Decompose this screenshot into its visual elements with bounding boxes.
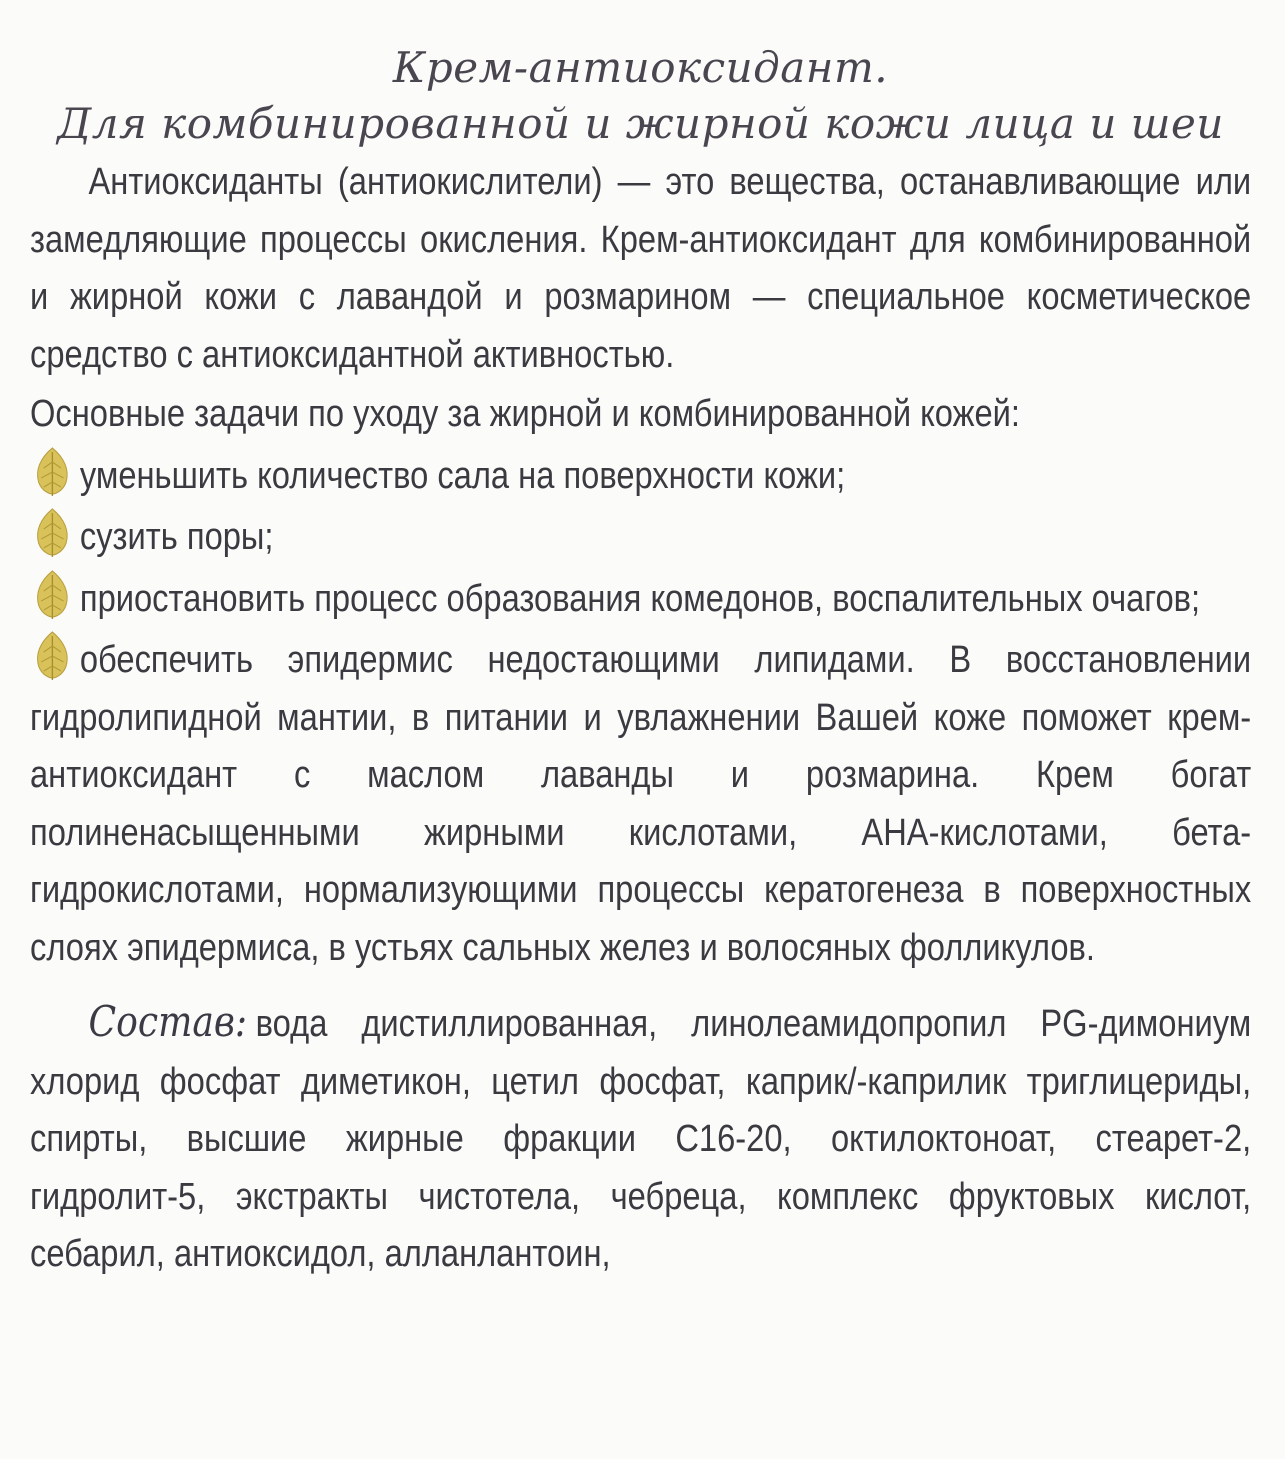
intro-paragraph: Антиоксиданты (антиокислители) — это вещества, останавливающие или замедляющие процессы окисления. Крем-антиоксидант для комбинированной и жирной кожи с лавандой и розмарином — специальное косметическое средство с антиоксидантной активностью. [30,161,1252,376]
document-title [30,40,1251,152]
leaf-icon [30,444,75,498]
task-text: приостановить процесс образования комедонов, воспалительных очагов; [79,577,1201,620]
title-line-1: Крем-антиоксидант. [392,43,889,92]
title-line-2: Для комбинированной и жирной кожи лица и шеи [57,99,1224,148]
document-body [30,154,1251,1284]
task-text: обеспечить эпидермис недостающими липидами. В восстановлении гидролипидной мантии, в питании и увлажнении Вашей коже поможет крем-антиоксидант с маслом лаванды и розмарина. Крем богат полиненасыщенными жирными кислотами, АНА-кислотами, бета-гидрокислотами, нормализующими процессы кератогенеза в поверхностных слоях эпидермиса, в устьях сальных желез и волосяных фолликулов. [30,639,1252,969]
list-item [30,444,1251,506]
list-item [30,628,1251,977]
tasks-list [30,444,1251,978]
list-item [30,567,1251,629]
list-item [30,505,1251,567]
leaf-icon [30,628,75,682]
task-text: сузить поры; [79,516,274,558]
composition-label: Состав: [88,997,248,1046]
leaf-icon [30,567,75,621]
leaf-icon [30,505,75,559]
composition-paragraph [30,993,1251,1284]
composition-text: вода дистиллированная, линолеамидопропил PG-димониум хлорид фосфат диметикон, цетил фосфат, каприк/-каприлик триглицериды, спирты, высшие жирные фракции С16-20, октилоктоноат, стеарет-2, гидролит-5, экстракты чистотела, чебреца, комплекс фруктовых кислот, себарил, антиоксидол, алланлантоин, [30,1003,1252,1275]
task-text: уменьшить количество сала на поверхности кожи; [79,454,846,497]
tasks-heading: Основные задачи по уходу за жирной и комбинированной кожей: [30,393,1020,435]
